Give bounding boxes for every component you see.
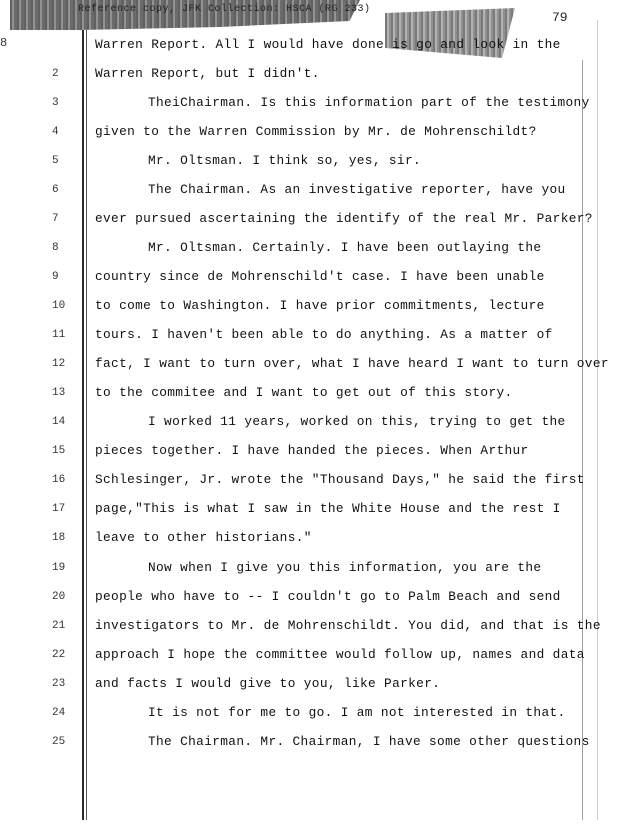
line-number: 24 — [52, 707, 66, 719]
line-number: 20 — [52, 591, 66, 603]
transcript-line — [0, 647, 630, 669]
transcript-line — [0, 182, 630, 204]
line-number: 18 — [52, 532, 66, 544]
line-text: The Chairman. Mr. Chairman, I have some other questions — [148, 734, 590, 749]
line-number: 10 — [52, 300, 66, 312]
line-number: 3 — [52, 97, 59, 109]
transcript-line — [0, 385, 630, 407]
line-text: leave to other historians." — [95, 530, 312, 545]
transcript-line — [0, 589, 630, 611]
line-number: 2 — [52, 68, 59, 80]
line-number: 21 — [52, 620, 66, 632]
line-text: to come to Washington. I have prior commitments, lecture — [95, 298, 545, 313]
transcript-line — [0, 676, 630, 698]
transcript-line — [0, 618, 630, 640]
transcript-line — [0, 269, 630, 291]
transcript-line — [0, 472, 630, 494]
line-number: 19 — [52, 562, 66, 574]
transcript-line — [0, 356, 630, 378]
line-number: 9 — [52, 271, 59, 283]
line-text: The Chairman. As an investigative reporter, have you — [148, 182, 566, 197]
transcript-line — [0, 37, 630, 59]
transcript-line — [0, 211, 630, 233]
line-text: Mr. Oltsman. I think so, yes, sir. — [148, 153, 421, 168]
line-text: investigators to Mr. de Mohrenschildt. You did, and that is the — [95, 618, 601, 633]
line-number: 7 — [52, 213, 59, 225]
line-number: 14 — [52, 416, 66, 428]
left-margin-mark: 8 — [0, 36, 8, 50]
line-text: tours. I haven't been able to do anything. As a matter of — [95, 327, 553, 342]
line-text: Now when I give you this information, you are the — [148, 560, 542, 575]
line-text: pieces together. I have handed the pieces. When Arthur — [95, 443, 529, 458]
line-text: fact, I want to turn over, what I have heard I want to turn over — [95, 356, 609, 371]
line-number: 17 — [52, 503, 66, 515]
line-text: approach I hope the committee would follow up, names and data — [95, 647, 585, 662]
transcript-line — [0, 95, 630, 117]
transcript-line — [0, 530, 630, 552]
transcript-line — [0, 414, 630, 436]
line-number: 11 — [52, 329, 66, 341]
transcript-line — [0, 501, 630, 523]
transcript-line — [0, 298, 630, 320]
page-number: 79 — [552, 10, 568, 25]
line-text: country since de Mohrenschild't case. I have been unable — [95, 269, 545, 284]
line-number: 23 — [52, 678, 66, 690]
line-text: and facts I would give to you, like Parker. — [95, 676, 441, 691]
line-number: 22 — [52, 649, 66, 661]
line-text: to the commitee and I want to get out of this story. — [95, 385, 513, 400]
line-number: 13 — [52, 387, 66, 399]
transcript-line — [0, 734, 630, 756]
line-number: 5 — [52, 155, 59, 167]
line-text: page,"This is what I saw in the White House and the rest I — [95, 501, 561, 516]
transcript-line — [0, 153, 630, 175]
line-number: 15 — [52, 445, 66, 457]
line-text: It is not for me to go. I am not interested in that. — [148, 705, 566, 720]
line-text: ever pursued ascertaining the identify of the real Mr. Parker? — [95, 211, 593, 226]
transcript-line — [0, 327, 630, 349]
line-number: 4 — [52, 126, 59, 138]
line-text: people who have to -- I couldn't go to Palm Beach and send — [95, 589, 561, 604]
line-text: Warren Report. All I would have done is go and look in the — [95, 37, 561, 52]
transcript-line — [0, 66, 630, 88]
line-text: TheiChairman. Is this information part of the testimony — [148, 95, 590, 110]
transcript-line — [0, 560, 630, 582]
transcript-line — [0, 705, 630, 727]
line-number: 25 — [52, 736, 66, 748]
line-text: Schlesinger, Jr. wrote the "Thousand Days," he said the first — [95, 472, 585, 487]
header-reference: Reference copy, JFK Collection: HSCA (RG 233) — [78, 4, 371, 15]
transcript-line — [0, 443, 630, 465]
line-number: 12 — [52, 358, 66, 370]
transcript-line — [0, 240, 630, 262]
line-text: given to the Warren Commission by Mr. de Mohrenschildt? — [95, 124, 537, 139]
line-text: I worked 11 years, worked on this, trying to get the — [148, 414, 566, 429]
line-text: Mr. Oltsman. Certainly. I have been outlaying the — [148, 240, 542, 255]
line-number: 6 — [52, 184, 59, 196]
line-number: 8 — [52, 242, 59, 254]
line-text: Warren Report, but I didn't. — [95, 66, 320, 81]
transcript-line — [0, 124, 630, 146]
line-number: 16 — [52, 474, 66, 486]
